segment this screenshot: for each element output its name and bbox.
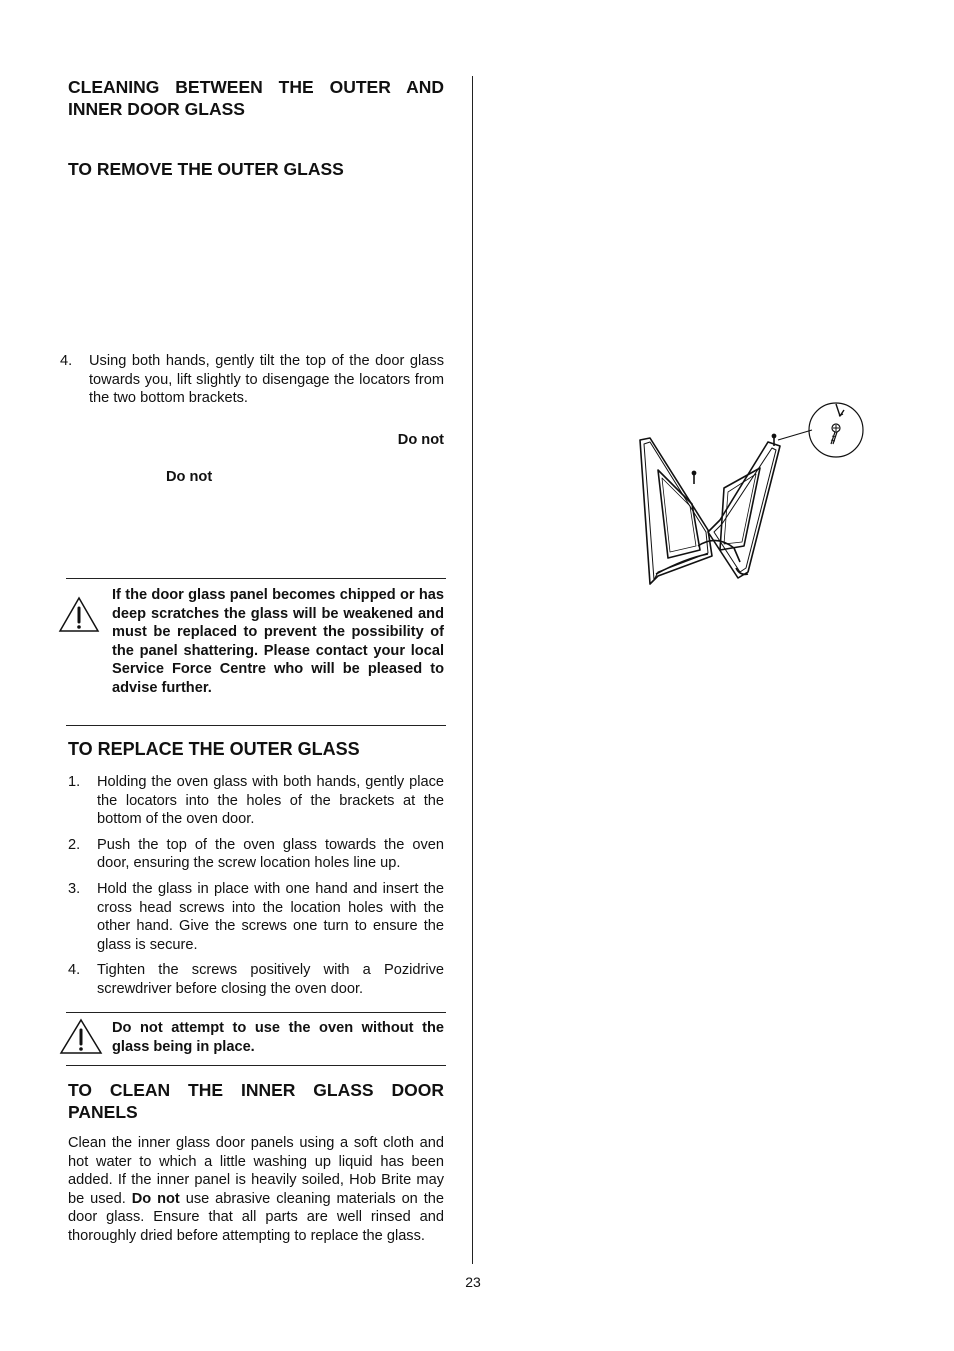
remove-step-4	[60, 352, 444, 415]
step-number: 1.	[68, 774, 81, 790]
door-glass-diagram	[636, 398, 868, 590]
column-divider	[472, 76, 473, 1264]
step-text: Push the top of the oven glass towards the oven door, ensuring the screw location holes line up.	[97, 836, 444, 872]
step-text: Using both hands, gently tilt the top of the door glass towards you, lift slightly to disengage the locators from the two bottom brackets.	[89, 353, 444, 407]
list-item	[68, 961, 444, 998]
warning-no-glass: Do not attempt to use the oven without the glass being in place.	[112, 1020, 444, 1055]
list-item	[60, 352, 444, 408]
warning-triangle-icon	[58, 596, 100, 634]
step-number: 4.	[68, 962, 81, 979]
step-text: Tighten the screws positively with a Pozidrive screwdriver before closing the oven door.	[97, 962, 444, 997]
list-item	[68, 880, 444, 954]
heading-cleaning-between-glass: CLEANING BETWEEN THE OUTER AND INNER DOOR GLASS	[68, 77, 444, 119]
step-number: 4.	[60, 353, 73, 369]
do-not-fragment: Do not	[397, 432, 444, 448]
list-item	[68, 773, 444, 829]
inner-glass-paragraph	[68, 1134, 444, 1246]
heading-remove-outer-glass: TO REMOVE THE OUTER GLASS	[68, 159, 344, 179]
inner-para-text: Clean the inner glass door panels using a soft cloth and hot water to which a little washing up liquid has been added. If the inner panel is heavily soiled, Hob Brite may be used.	[68, 1135, 444, 1207]
heading-clean-inner-glass: TO CLEAN THE INNER GLASS DOOR PANELS	[68, 1080, 444, 1122]
divider-rule	[66, 1065, 446, 1066]
divider-rule	[66, 725, 446, 726]
step-number: 2.	[68, 836, 81, 853]
inner-para-text: use abrasive cleaning materials on the door glass. Ensure that all parts are well rinsed and thoroughly dried before attempting to replace the glass.	[68, 1190, 444, 1244]
replace-steps-list	[68, 773, 444, 1006]
inner-para-bold: Do not	[131, 1190, 180, 1207]
step-text: Holding the oven glass with both hands, gently place the locators into the holes of the brackets at the bottom of the oven door.	[97, 774, 444, 828]
step-text: Hold the glass in place with one hand and insert the cross head screws into the location holes with the other hand. Give the screws one turn to ensure the glass is secure.	[97, 880, 444, 953]
do-not-fragment: Do not	[166, 469, 213, 485]
page-number: 23	[465, 1274, 481, 1290]
heading-replace-outer-glass: TO REPLACE THE OUTER GLASS	[68, 739, 360, 759]
warning-triangle-icon	[59, 1018, 103, 1056]
divider-rule	[66, 1012, 446, 1013]
divider-rule	[66, 578, 446, 579]
list-item	[68, 836, 444, 873]
warning-chipped-glass: If the door glass panel becomes chipped or has deep scratches the glass will be weakened and must be replaced to prevent the possibility of the panel shattering. Please contact your local Service Force Centre who will be pleased to advise further.	[112, 587, 444, 696]
step-number: 3.	[68, 880, 81, 897]
